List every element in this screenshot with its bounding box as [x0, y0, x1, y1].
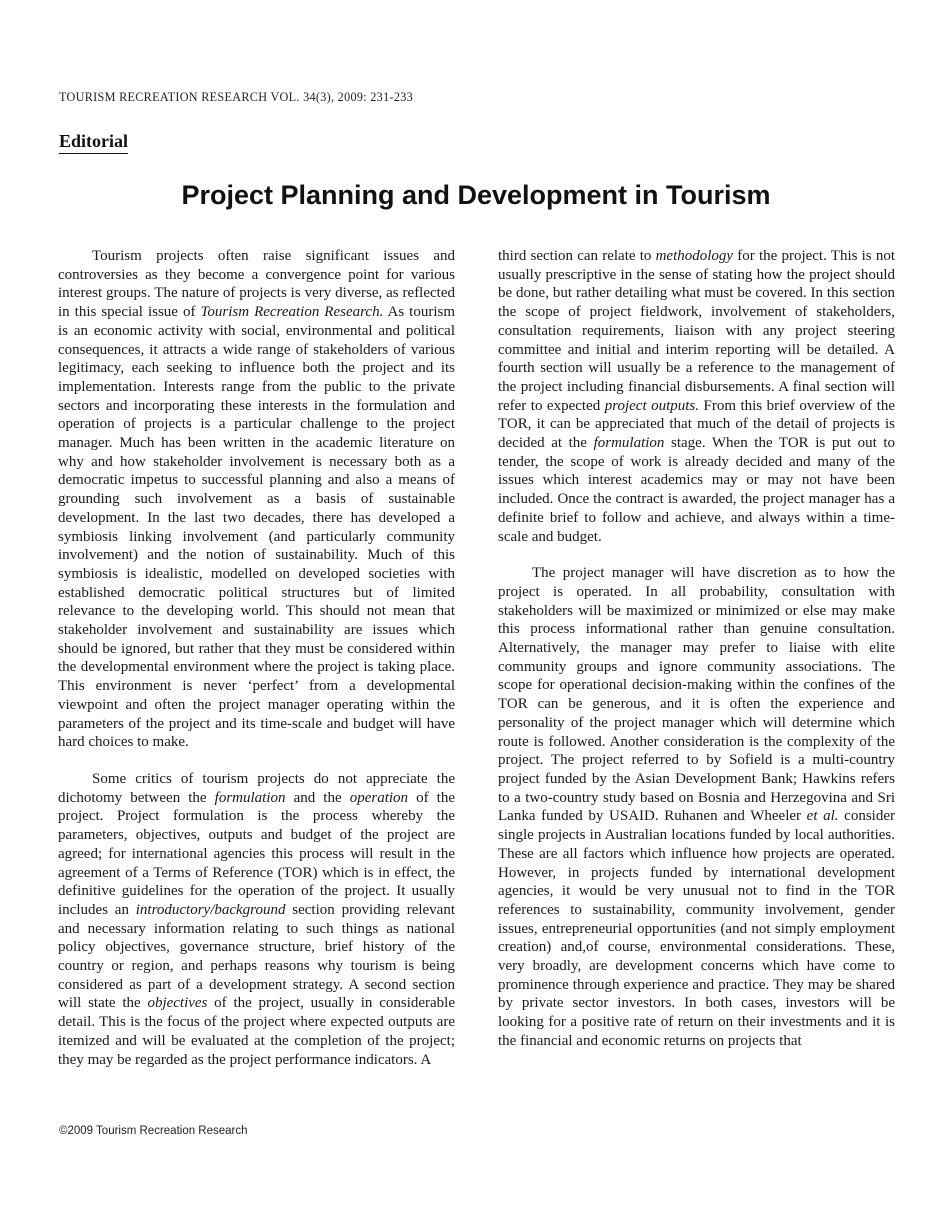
italic-term: project outputs. — [604, 397, 700, 414]
left-column — [58, 247, 455, 1069]
right-column — [498, 247, 895, 1051]
paragraph: third section can relate to methodology for the project. This is not usually prescriptive in the sense of stating how the project should be done, but rather detailing what must be covered. In this section the scope of project fieldwork, involvement of stakeholders, consultation requirements, liaison with any project steering committee and initial and interim reporting will be detailed. A fourth section will usually be a reference to the management of the project including financial disbursements. A final section will refer to expected project outputs. From this brief overview of the TOR, it can be appreciated that much of the detail of projects is decided at the formulation stage. When the TOR is put out to tender, the scope of work is already decided and many of the issues which interest academics may or may not have been included. Once the contract is awarded, the project manager has a definite brief to follow and achieve, and always within a time-scale and budget. — [498, 248, 896, 545]
paragraph: The project manager will have discretion as to how the project is operated. In all probability, consultation with stakeholders will be maximized or minimized or else may make this process informational rather than genuine consultation. Alternatively, the manager may prefer to liaise with elite community groups and ignore community associations. The scope for operational decision-making within the confines of the TOR can be generous, and it is often the experience and personality of the project manager which will determine which route is followed. Another consideration is the complexity of the project. The project referred to by Sofield is a multi-country project funded by the Asian Development Bank; Hawkins refers to a two-country study based on Bosnia and Herzegovina and Sri Lanka funded by USAID. Ruhanen and Wheeler et al. consider single projects in Australian locations funded by local authorities. These are all factors which influence how projects are operated. However, in projects funded by international development agencies, it would be very unusual not to find in the TOR references to sustainability, community involvement, gender issues, entrepreneurial opportunities (and not simply employment creation) and,of course, environmental considerations. These, very broadly, are development concerns which have come to prominence through experience and practice. They may be shared by private sector investors. In both cases, investors will be looking for a positive rate of return on their investments and it is the financial and economic returns on projects that — [498, 565, 895, 1049]
journal-name-italic: Tourism Recreation Research. — [200, 304, 384, 321]
italic-term: introductory/background — [135, 901, 286, 918]
article-title: Project Planning and Development in Tourism — [181, 180, 771, 210]
copyright-footer: ©2009 Tourism Recreation Research — [59, 1125, 248, 1137]
journal-citation: TOURISM RECREATION RESEARCH VOL. 34(3), 2009: 231-233 — [59, 90, 413, 104]
italic-term: formulation — [214, 789, 286, 806]
paragraph: Tourism projects often raise significant issues and controversies as they become a convergence point for various interest groups. The nature of projects is very diverse, as reflected in this special issue of Tourism Recreation Research. As tourism is an economic activity with social, environmental and political consequences, it attracts a wide range of stakeholders of various legitimacy, each seeking to influence both the project and its implementation. Interests range from the public to the private sectors and incorporating these interests in the formulation and operation of projects is a particular challenge to the project manager. Much has been written in the academic literature on why and how stakeholder involvement is necessary both as a democratic impetus to successful planning and also a means of grounding such involvement as a basis of sustainable development. In the last two decades, there has developed a symbiosis linking involvement (and particularly community involvement) and the notion of sustainability. Much of this symbiosis is idealistic, modelled on developed societies with established democratic political structures but of limited relevance to the developing world. This should not mean that stakeholder involvement and sustainability are issues which should be ignored, but rather that they must be considered within the developmental environment where the project is taking place. This environment is never ‘perfect’ from a developmental viewpoint and often the project manager operating within the parameters of the project and its time-scale and budget will have hard choices to make. — [58, 248, 455, 751]
italic-term: objectives — [147, 995, 208, 1012]
italic-term: operation — [349, 789, 409, 806]
italic-term: methodology — [655, 248, 734, 264]
section-label: Editorial — [59, 131, 128, 154]
paragraph: Some critics of tourism projects do not appreciate the dichotomy between the formulation and the operation of the project. Project formulation is the process whereby the parameters, objectives, outputs and budget of the project are agreed; for international agencies this process will result in the agreement of a Terms of Reference (TOR) which is in effect, the definitive guidelines for the operation of the project. It usually includes an introductory/background section providing relevant and necessary information relating to such things as national policy objectives, governance structure, brief history of the country or region, and perhaps reasons why tourism is being considered as part of a development strategy. A second section will state the objectives of the project, usually in considerable detail. This is the focus of the project where expected outputs are itemized and will be evaluated at the completion of the project; they may be regarded as the project performance indicators. A — [58, 770, 455, 1068]
italic-term: formulation — [593, 435, 665, 452]
italic-term: et al. — [806, 808, 839, 825]
